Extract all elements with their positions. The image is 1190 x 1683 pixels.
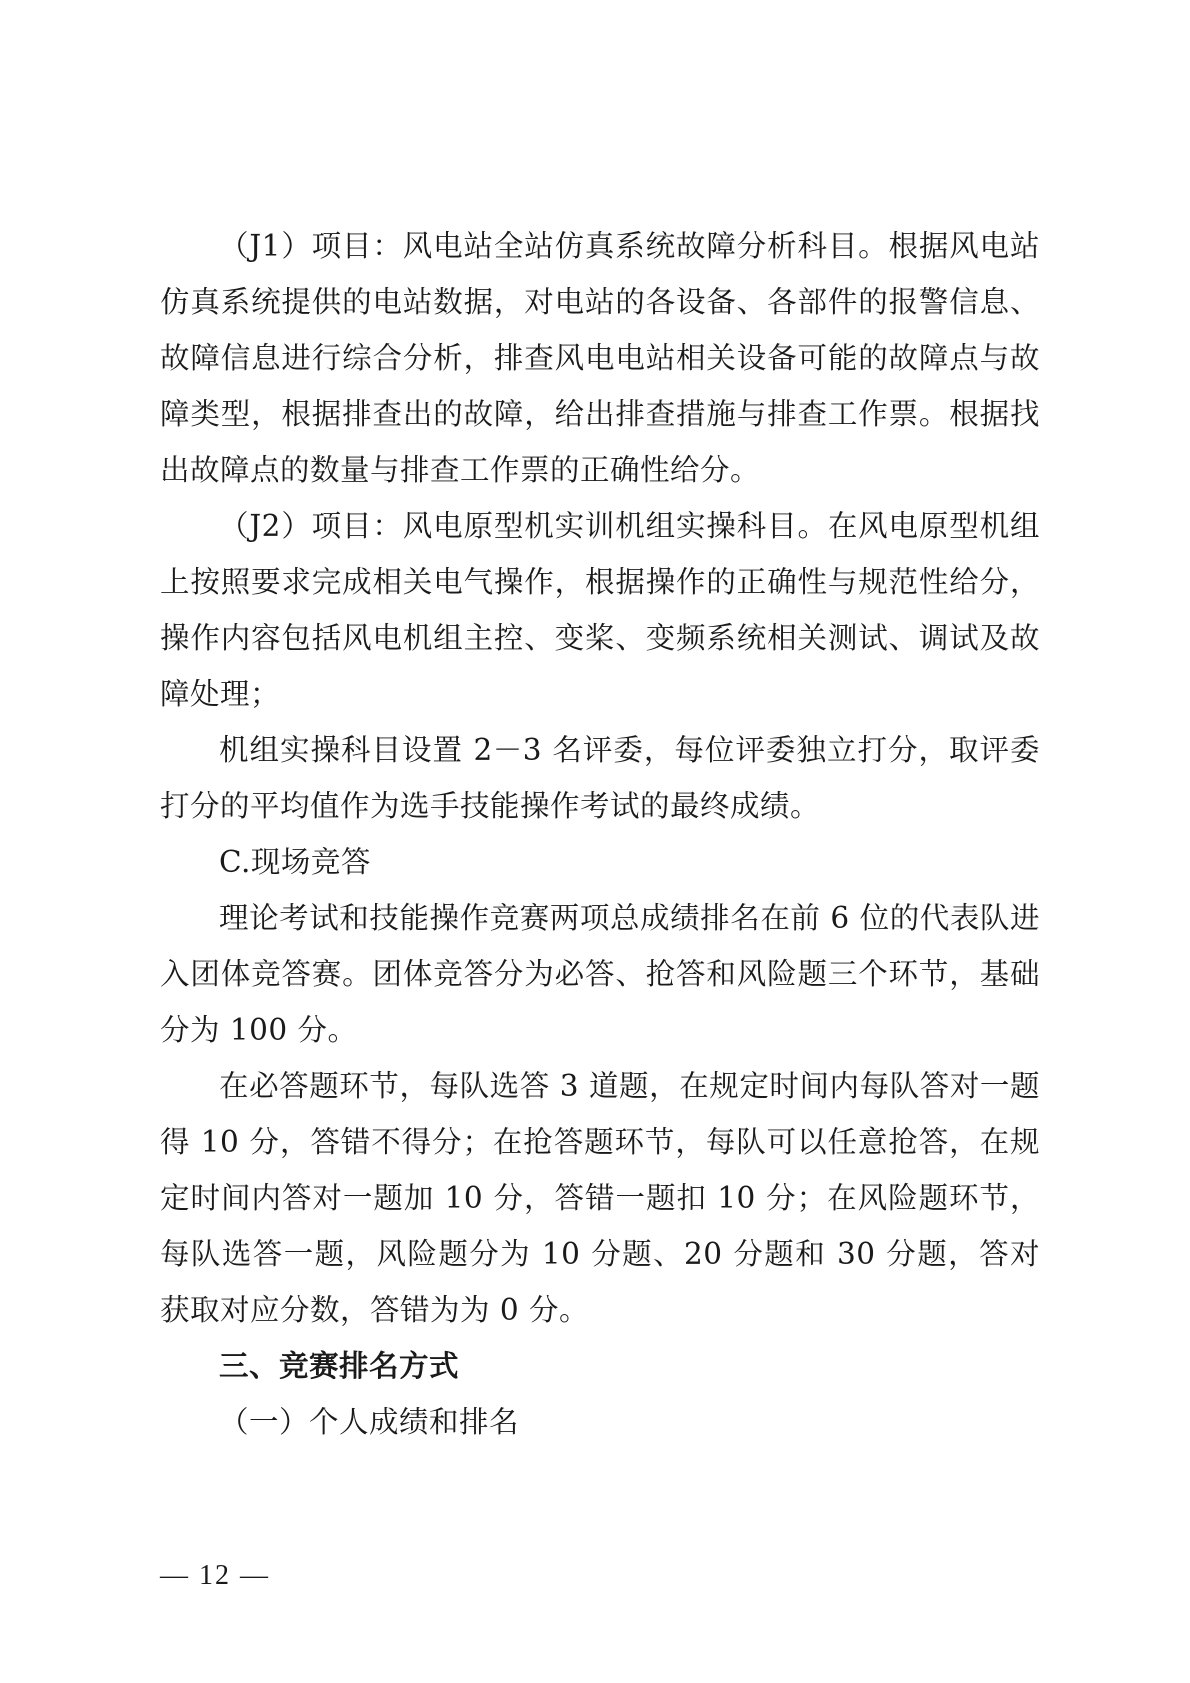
document-body: [160, 218, 1040, 1450]
page-number: — 12 —: [160, 1560, 270, 1591]
paragraph-j2-project: （J2）项目：风电原型机实训机组实操科目。在风电原型机组上按照要求完成相关电气操作，根据操作的正确性与规范性给分，操作内容包括风电机组主控、变桨、变频系统相关测试、调试及故障处理；: [160, 509, 1040, 711]
subheading-onsite-quiz: C.现场竞答: [219, 845, 371, 879]
paragraph-quiz-rules: 在必答题环节，每队选答 3 道题，在规定时间内每队答对一题得 10 分，答错不得分；在抢答题环节，每队可以任意抢答，在规定时间内答对一题加 10 分，答错一题扣 10 分；在风险题环节，每队选答一题，风险题分为 10 分题、20 分题和 30 分题，答对获取对应分数，答错为为 0 分。: [160, 1069, 1040, 1327]
section-heading-ranking: 三、竞赛排名方式: [219, 1349, 460, 1383]
subheading-individual-ranking: （一）个人成绩和排名: [219, 1405, 520, 1439]
paragraph-team-quiz: 理论考试和技能操作竞赛两项总成绩排名在前 6 位的代表队进入团体竞答赛。团体竞答分为必答、抢答和风险题三个环节，基础分为 100 分。: [160, 901, 1040, 1047]
paragraph-judges: 机组实操科目设置 2－3 名评委，每位评委独立打分，取评委打分的平均值作为选手技能操作考试的最终成绩。: [160, 733, 1040, 823]
paragraph-j1-project: （J1）项目：风电站全站仿真系统故障分析科目。根据风电站仿真系统提供的电站数据，对电站的各设备、各部件的报警信息、故障信息进行综合分析，排查风电电站相关设备可能的故障点与故障类型，根据排查出的故障，给出排查措施与排查工作票。根据找出故障点的数量与排查工作票的正确性给分。: [160, 229, 1040, 487]
